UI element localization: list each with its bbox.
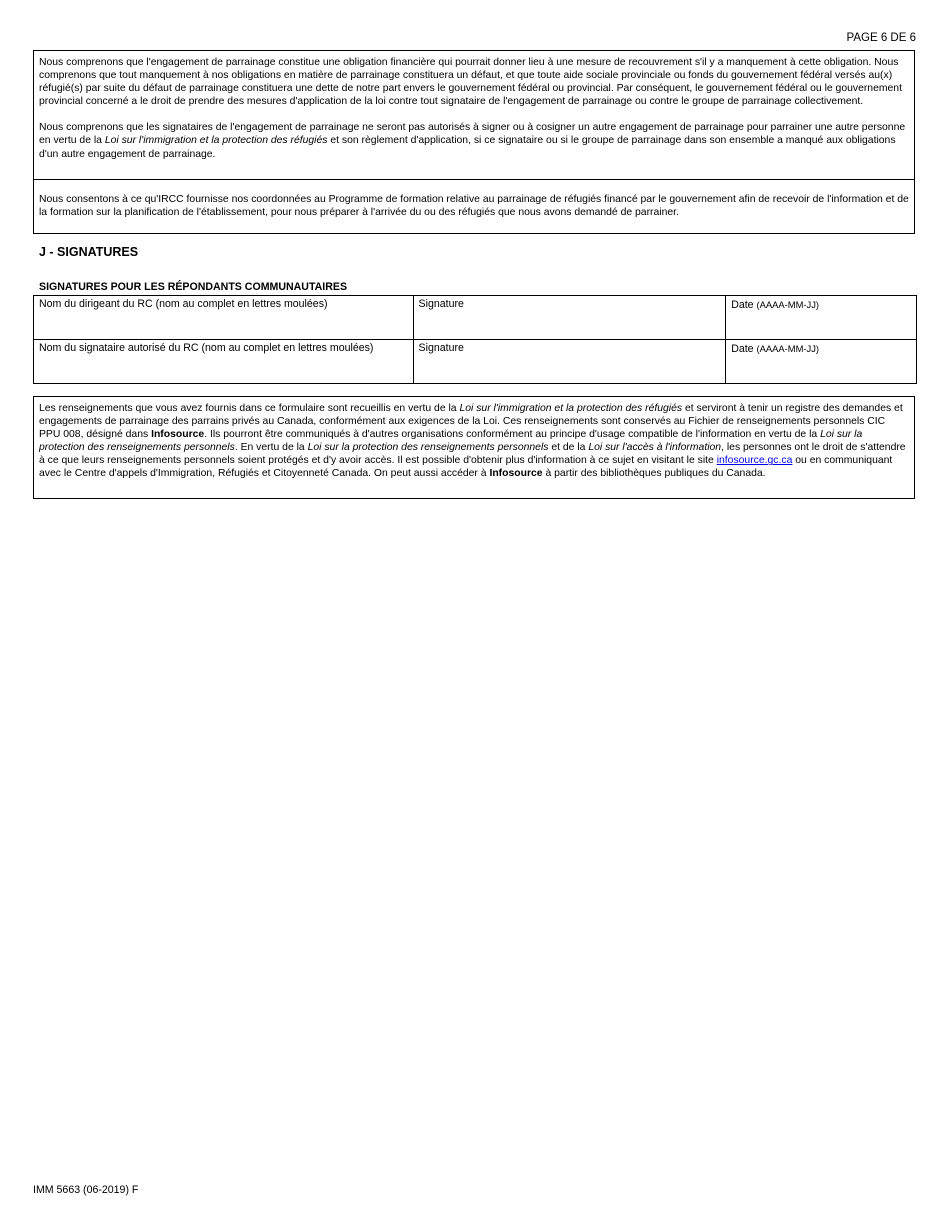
signature-row xyxy=(34,340,917,384)
infosource-emphasis: Infosource xyxy=(489,468,543,480)
text-run: Les renseignements que vous avez fournis dans ce formulaire sont recueillis en vertu de la xyxy=(39,403,460,414)
undertaking-paragraph-2 xyxy=(34,121,914,160)
text-run: et serviront à tenir un registre des demandes et engagements de parrainage des parrains privés au Canada, conformément aux exigences de la Loi. Ces renseignements sont conservés au Fichier de renseignements personnels CIC PPU 008, désigné dans xyxy=(39,403,903,441)
privacy-notice xyxy=(33,396,915,499)
infosource-link[interactable]: infosource.gc.ca xyxy=(716,455,793,467)
section-subtitle: SIGNATURES POUR LES RÉPONDANTS COMMUNAUTAIRES xyxy=(39,281,348,293)
authorized-signatory-name-field[interactable] xyxy=(34,340,414,384)
field-label: Date xyxy=(731,299,754,311)
law-title: Loi sur la protection des renseignements personnels xyxy=(39,429,863,454)
infosource-emphasis: Infosource xyxy=(151,429,205,441)
date-format-hint: (AAAA-MM-JJ) xyxy=(756,299,820,310)
undertaking-paragraph-1: Nous comprenons que l'engagement de parrainage constitue une obligation financière qui pourrait donner lieu à une mesure de recouvrement s'il y a manquement à cette obligation. Nous comprenons que tout manquement à nos obligations en matière de parrainage constituera un défaut, et que toute aide sociale provinciale ou fonds du gouvernement fédéral versés au(x) réfugié(s) par suite du défaut de parrainage constituera une dette de notre part envers le gouvernement fédéral ou provincial. Par conséquent, le gouvernement fédéral ou le gouvernement provincial concerné a le droit de prendre des mesures d'application de la loi contre tout signataire de l'engagement de parrainage ou contre le groupe de parrainage collectivement. xyxy=(39,57,902,108)
text-run: et de la xyxy=(548,442,589,454)
date-format-hint: (AAAA-MM-JJ) xyxy=(756,343,820,354)
law-title: Loi sur l'immigration et la protection des réfugiés xyxy=(104,135,328,147)
divider xyxy=(34,179,914,180)
page-number: PAGE 6 DE 6 xyxy=(846,32,916,44)
section-title: J - SIGNATURES xyxy=(39,245,139,259)
field-label: Signature xyxy=(418,298,464,310)
consent-paragraph: Nous consentons à ce qu'IRCC fournisse nos coordonnées au Programme de formation relative au parrainage de réfugiés financé par le gouvernement afin de recevoir de l'information et de la formation sur la planification de l'établissement, pour nous préparer à l'arrivée du ou des réfugiés que nous avons demandé de parrainer. xyxy=(39,194,909,219)
leader-name-field[interactable] xyxy=(34,296,414,340)
text-run: . Ils pourront être communiqués à d'autres organisations conformément au principe d'usage compatible de l'information en vertu de la xyxy=(204,429,821,441)
text-run: , les personnes ont le droit de s'attendre à ce que leurs renseignements personnels soient protégés et d'y avoir accès. Il est possible d'obtenir plus d'information à ce sujet en visitant le site xyxy=(39,442,906,467)
leader-signature-field[interactable] xyxy=(413,296,726,340)
text-run: . En vertu de la xyxy=(234,442,308,454)
text-run: et son règlement d'application, si ce signataire ou si le groupe de parrainage dans son ensemble a manqué aux obligations d'un autre engagement de parrainage. xyxy=(39,135,896,160)
field-label: Signature xyxy=(418,342,464,354)
field-label: Nom du signataire autorisé du RC (nom au complet en lettres moulées) xyxy=(39,342,374,354)
law-title: Loi sur l'immigration et la protection des réfugiés xyxy=(459,403,683,414)
law-title: Loi sur l'accès à l'information xyxy=(588,442,722,454)
undertaking-box xyxy=(33,50,915,234)
signature-row xyxy=(34,296,917,340)
signature-table xyxy=(33,295,917,384)
authorized-signatory-date-field[interactable] xyxy=(726,340,917,384)
leader-date-field[interactable] xyxy=(726,296,917,340)
field-label: Date xyxy=(731,343,754,355)
text-run: ou en communiquant avec le Centre d'appels d'Immigration, Réfugiés et Citoyenneté Canada. On peut aussi accéder à xyxy=(39,455,893,480)
text-run: à partir des bibliothèques publiques du Canada. xyxy=(542,468,766,480)
law-title: Loi sur la protection des renseignements personnels xyxy=(307,442,549,454)
authorized-signatory-signature-field[interactable] xyxy=(413,340,726,384)
form-code: IMM 5663 (06-2019) F xyxy=(33,1184,139,1196)
field-label: Nom du dirigeant du RC (nom au complet en lettres moulées) xyxy=(39,298,328,310)
text-run: Nous comprenons que les signataires de l'engagement de parrainage ne seront pas autorisés à signer ou à cosigner un autre engagement de parrainage pour parrainer une autre personne en vertu de la xyxy=(39,122,906,147)
